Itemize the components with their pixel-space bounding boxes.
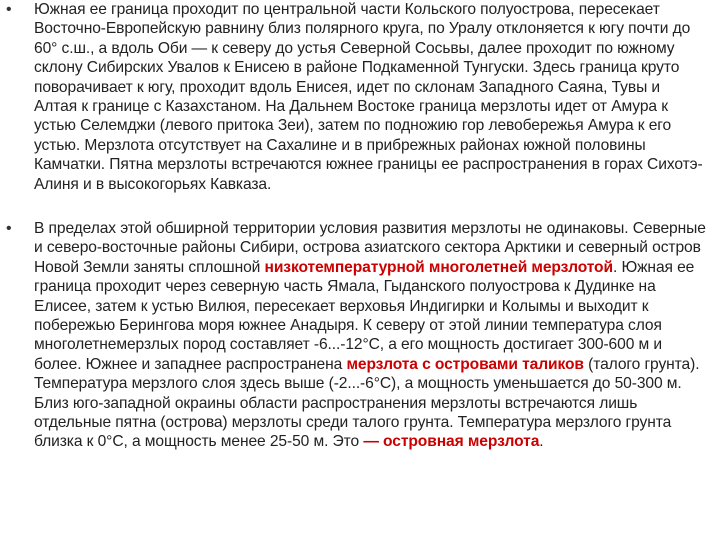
highlight-permafrost-with-taliks: мерзлота с островами таликов [346, 355, 584, 373]
paragraph-segment: В пределах этой обширной территории условия развития мерзлоты не одинаковы. Северные и северо-восточные районы Сибири, острова азиатского сектора Арктики и северный остров Новой Земли заняты сплошной [34, 220, 706, 276]
highlight-island-permafrost: — островная мерзлота [363, 433, 540, 451]
paragraph-segment: . [539, 433, 544, 451]
bullet-marker: • [6, 1, 12, 18]
paragraph-southern-boundary: Южная ее граница проходит по центральной части Кольского полуострова, пересекает Восточно-Европейскую равнину близ полярного круга, по Уралу отклоняется к югу почти до 60° с.ш., а вдоль Оби — к северу до устья Северной Сосьвы, далее проходит по южному склону Сибирских Увалов к Енисею в районе Подкаменной Тунгуски. Здесь граница круто поворачивает к югу, проходит вдоль Енисея, идет по склонам Западного Саяна, Тувы и Алтая к границе с Казахстаном. На Дальнем Востоке граница мерзлоты идет от Амура к устью Селемджи (левого притока Зеи), затем по подножию гор левобережья Амура к его устью. Мерзлота отсутствует на Сахалине и в прибрежных районах южной половины Камчатки. Пятна мерзлоты встречаются южнее границы ее распространения в горах Сихотэ-Алиня и в высокогорьях Кавказа. [34, 1, 703, 193]
highlight-low-temperature-permafrost: низкотемпературной многолетней мерзлотой [264, 258, 613, 276]
paragraph-segment: (талого грунта). Температура мерзлого слоя здесь выше (-2...-6°С), а мощность уменьшается до 50-300 м. Близ юго-западной окраины области распространения мерзлоты встречаются лишь отдельные пятна (острова) мерзлоты среди талого грунта. Температура мерзлого грунта близка к 0°С, а мощность менее 25-50 м. Это [34, 355, 700, 451]
paragraph-permafrost-conditions [34, 219, 706, 452]
bullet-marker: • [6, 220, 12, 237]
paragraph-segment: . Южная ее граница проходит через северную часть Ямала, Гыданского полуострова к Дудинке на Елисее, затем к устью Вилюя, пересекает верховья Индигирки и Колымы и выходит к побережью Берингова моря южнее Анадыря. К северу от этой линии температура слоя многолетнемерзлых пород составляет -6...-12°С, а его мощность достигает 300-600 м и более. Южнее и западнее распространена [34, 258, 695, 373]
